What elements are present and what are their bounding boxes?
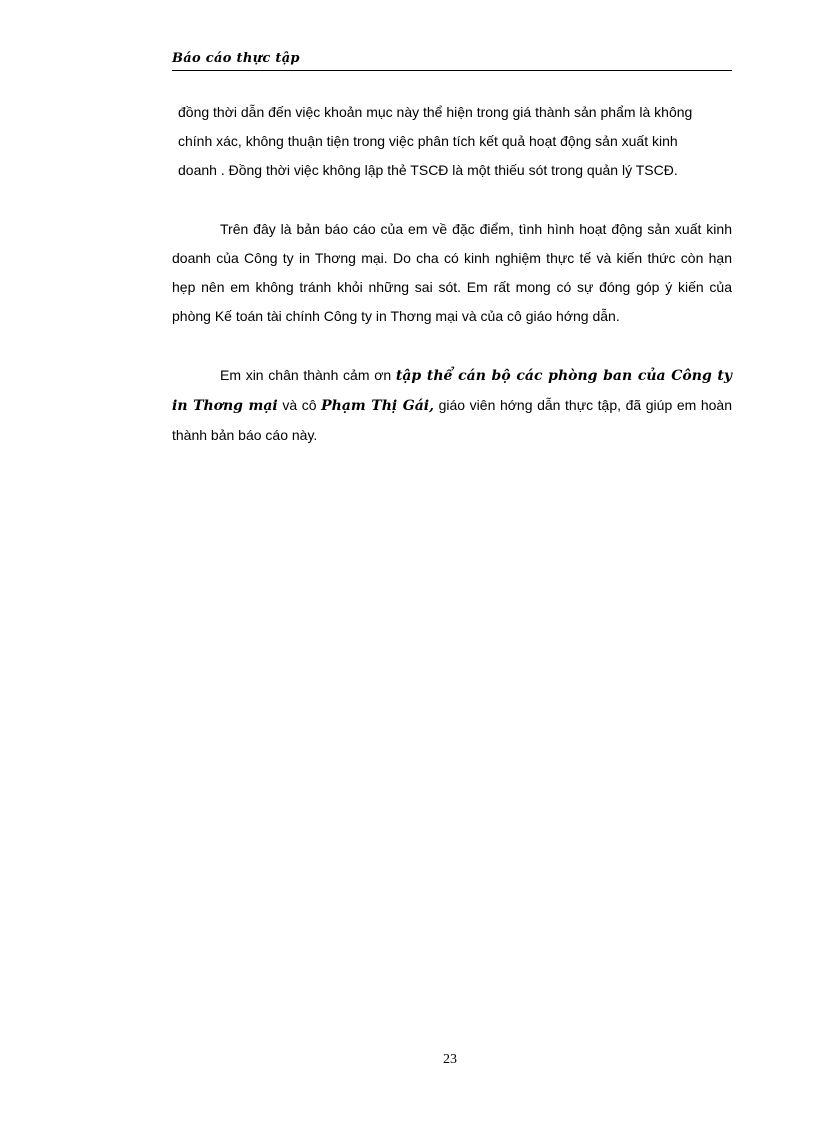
paragraph-3-intro: Em xin chân thành cảm ơn — [220, 367, 396, 383]
paragraph-3-emphasis-teacher: Phạm Thị Gái, — [321, 398, 435, 414]
paragraph-2: Trên đây là bản báo cáo của em về đặc điểm, tình hình hoạt động sản xuất kinh doanh của Công ty in Thơng mại. Do cha có kinh nghiệm thực tế và kiến thức còn hạn hẹp nên em không tránh khỏi những sai sót. Em rất mong có sự đóng góp ý kiến của phòng Kế toán tài chính Công ty in Thơng mại và của cô giáo hớng dẫn. — [172, 221, 732, 324]
paragraph-3-emphasis-company: tập thể cán bộ các phòng ban của Công ty in Thơng mại — [172, 368, 733, 414]
paragraph-3-outro: giáo viên hớng dẫn thực tập, đã giúp em hoàn thành bản báo cáo này. — [172, 397, 733, 443]
page-number: 23 — [443, 1052, 457, 1067]
paragraph-1-line-1: đồng thời dẫn đến việc khoản mục này thể hiện trong giá thành sản phẩm là không — [178, 104, 693, 120]
paragraph-1-line-3: doanh . Đồng thời việc không lập thẻ TSCĐ là một thiếu sót trong quản lý TSCĐ. — [178, 162, 678, 178]
paragraph-3 — [172, 361, 732, 450]
paragraph-1 — [172, 98, 732, 185]
paragraph-3-middle: và cô — [277, 397, 322, 413]
page-header — [172, 50, 732, 71]
header-title: Báo cáo thực tập — [172, 51, 300, 66]
document-body — [172, 98, 732, 450]
paragraph-1-line-2: chính xác, không thuận tiện trong việc phân tích kết quả hoạt động sản xuất kinh — [178, 133, 678, 149]
